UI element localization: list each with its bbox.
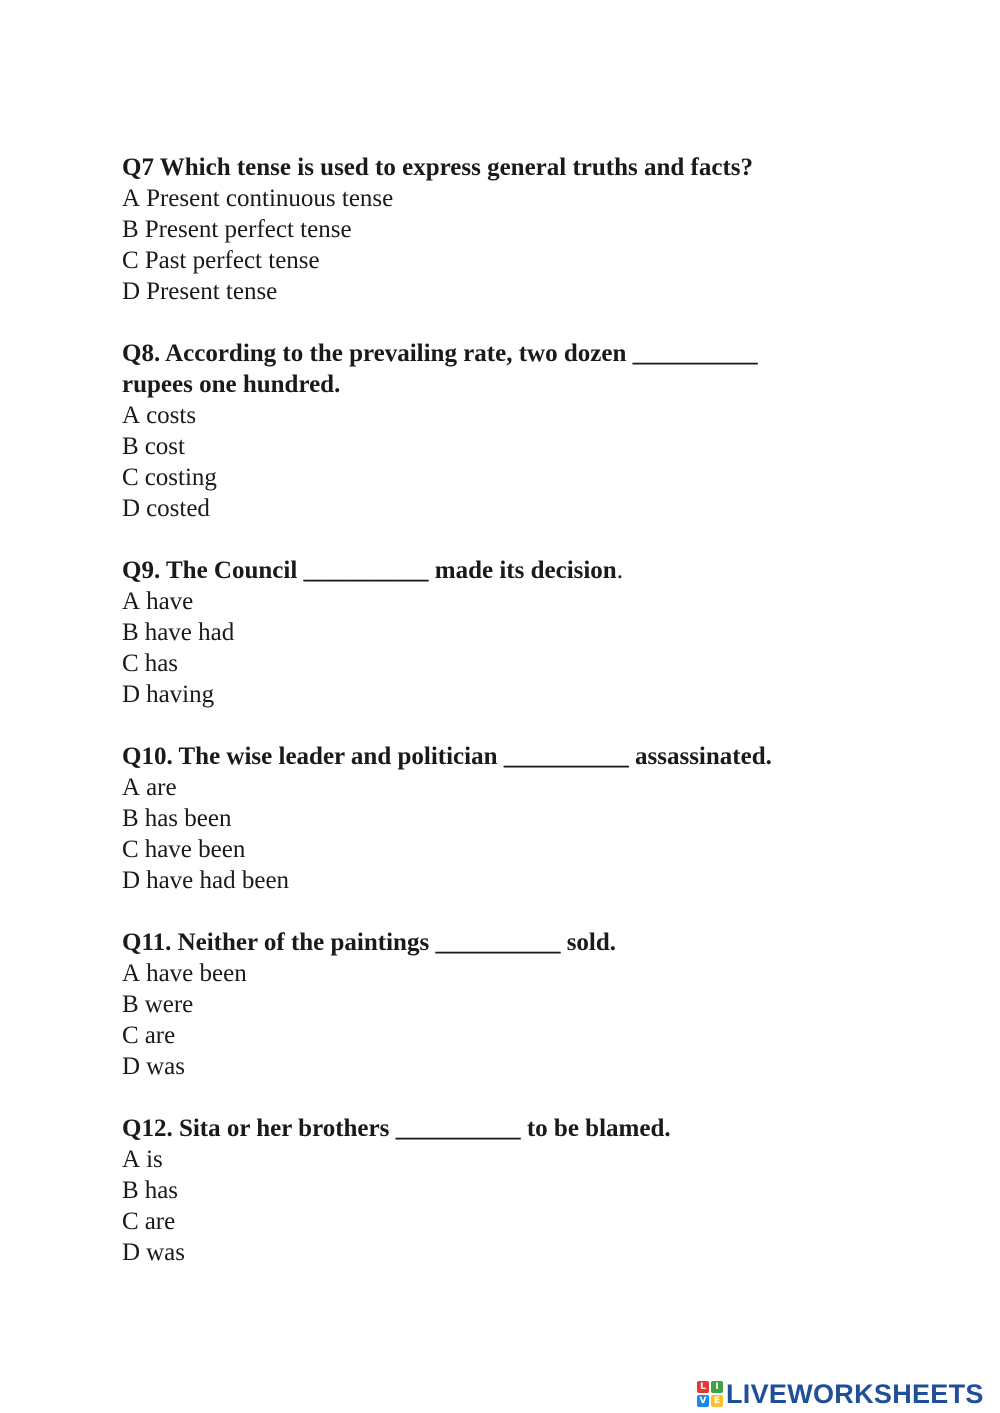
option-letter: C [122,1022,139,1049]
question-block [122,741,882,896]
answer-option-b[interactable] [122,1175,882,1206]
option-letter: C [122,247,139,274]
option-text: was [146,1053,185,1080]
option-letter: B [122,991,139,1018]
answer-option-b[interactable] [122,989,882,1020]
liveworksheets-logo[interactable] [697,1378,984,1410]
question-line: Q12. Sita or her brothers __________ to be blamed. [122,1115,671,1142]
logo-tile-l: L [697,1381,709,1393]
question-text [122,555,882,586]
question-block [122,1113,882,1268]
question-text [122,338,882,400]
option-letter: B [122,433,139,460]
option-text: have been [146,960,247,987]
question-line: Q11. Neither of the paintings __________ sold. [122,929,617,956]
option-text: cost [144,433,185,460]
answer-option-a[interactable] [122,183,882,214]
option-letter: A [122,774,141,801]
answer-option-c[interactable] [122,1206,882,1237]
question-line: Q9. The Council __________ made its decision [122,557,617,584]
option-text: costing [144,464,217,491]
option-text: costed [146,495,210,522]
option-letter: D [122,681,141,708]
option-letter: A [122,1146,141,1173]
answer-option-c[interactable] [122,1020,882,1051]
question-tail: . [616,557,623,584]
answer-option-b[interactable] [122,214,882,245]
answer-option-c[interactable] [122,648,882,679]
answer-option-b[interactable] [122,431,882,462]
answer-option-b[interactable] [122,617,882,648]
logo-tile-e: E [711,1395,723,1407]
question-line: Q8. According to the prevailing rate, two dozen __________ [122,340,758,367]
option-text: Present continuous tense [146,185,394,212]
option-letter: C [122,650,139,677]
option-letter: B [122,1177,139,1204]
answer-option-d[interactable] [122,493,882,524]
option-text: having [146,681,215,708]
answer-option-a[interactable] [122,772,882,803]
option-letter: C [122,464,139,491]
option-text: has [144,650,179,677]
answer-option-d[interactable] [122,865,882,896]
option-letter: D [122,1239,141,1266]
option-letter: D [122,278,141,305]
option-text: are [146,774,177,801]
option-letter: C [122,1208,139,1235]
option-text: was [146,1239,185,1266]
option-text: are [144,1208,176,1235]
question-block [122,927,882,1082]
answer-option-c[interactable] [122,462,882,493]
option-text: Present tense [146,278,278,305]
answer-option-a[interactable] [122,1144,882,1175]
option-text: have [146,588,194,615]
option-text: costs [146,402,197,429]
option-text: have been [144,836,246,863]
answer-option-d[interactable] [122,276,882,307]
answer-option-c[interactable] [122,834,882,865]
option-text: is [146,1146,163,1173]
option-letter: B [122,619,139,646]
option-text: have had [144,619,235,646]
option-text: has [144,1177,179,1204]
question-line: Q7 Which tense is used to express general truths and facts? [122,154,754,181]
liveworksheets-icon [697,1381,723,1407]
question-line-2: rupees one hundred. [122,371,341,398]
option-text: Present perfect tense [144,216,352,243]
option-text: have had been [146,867,290,894]
answer-option-a[interactable] [122,958,882,989]
option-letter: A [122,588,141,615]
logo-tile-i: I [711,1381,723,1393]
answer-option-d[interactable] [122,1237,882,1268]
option-text: were [144,991,194,1018]
question-text [122,1113,882,1144]
answer-option-b[interactable] [122,803,882,834]
question-line: Q10. The wise leader and politician __________ assassinated. [122,743,772,770]
answer-option-c[interactable] [122,245,882,276]
question-text [122,927,882,958]
option-letter: A [122,402,141,429]
option-letter: B [122,216,139,243]
answer-option-d[interactable] [122,1051,882,1082]
option-letter: A [122,185,141,212]
brand-name: LIVEWORKSHEETS [726,1378,984,1409]
option-letter: D [122,867,141,894]
question-text [122,152,882,183]
answer-option-d[interactable] [122,679,882,710]
option-letter: C [122,836,139,863]
question-block [122,338,882,524]
question-block [122,152,882,307]
option-letter: A [122,960,141,987]
option-text: Past perfect tense [144,247,320,274]
option-letter: D [122,495,141,522]
option-letter: B [122,805,139,832]
answer-option-a[interactable] [122,586,882,617]
answer-option-a[interactable] [122,400,882,431]
option-text: are [144,1022,176,1049]
logo-tile-v: V [697,1395,709,1407]
option-text: has been [144,805,232,832]
question-block [122,555,882,710]
option-letter: D [122,1053,141,1080]
worksheet-page [122,152,882,1299]
question-text [122,741,882,772]
